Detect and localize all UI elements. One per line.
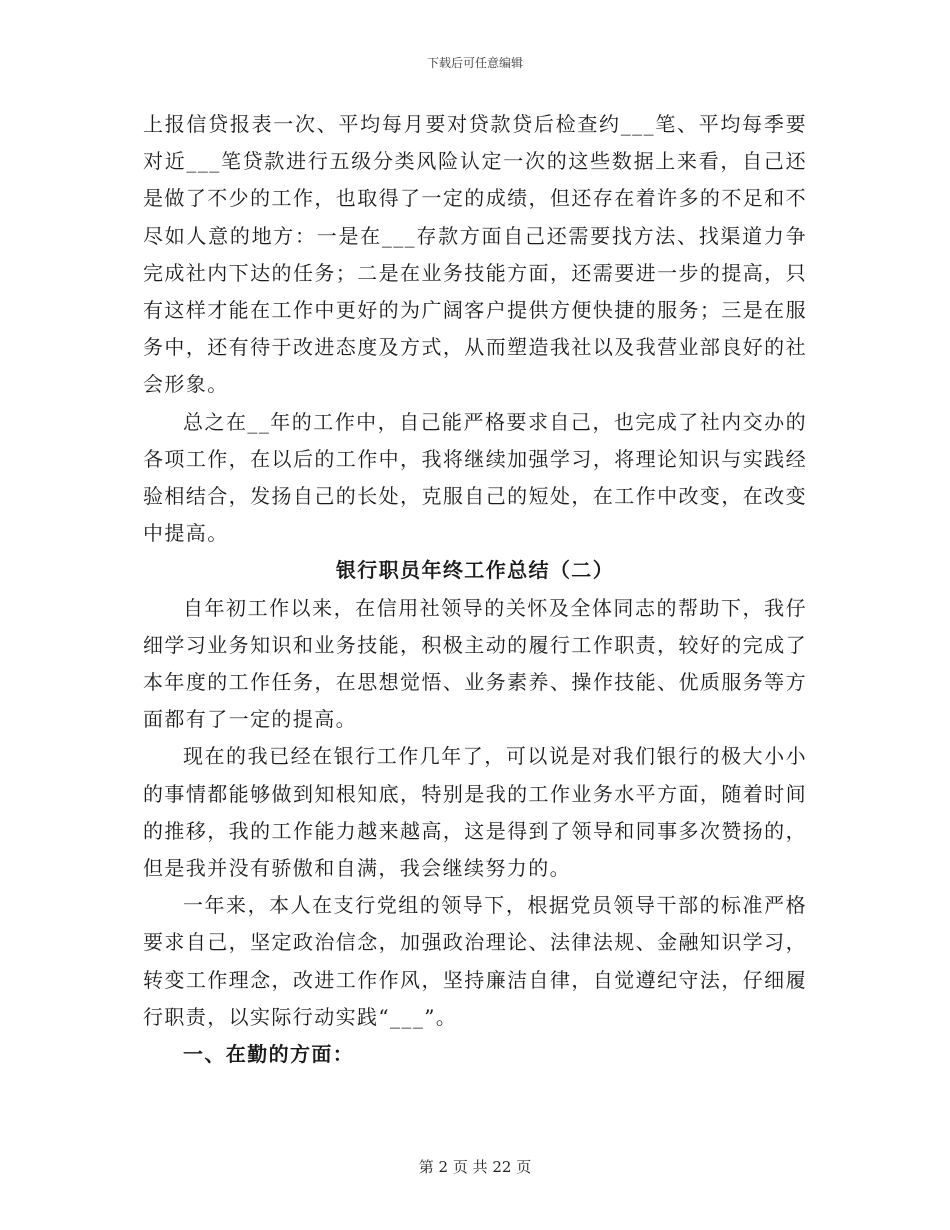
paragraph-2: 总之在__年的工作中，自己能严格要求自己，也完成了社内交办的各项工作，在以后的工作中，我将继续加强学习，将理论知识与实践经验相结合，发扬自己的长处，克服自己的短处，在工作中改变，在改变中提高。 [143,409,807,546]
paragraph-5: 一年来，本人在支行党组的领导下，根据党员领导干部的标准严格要求自己，坚定政治信念，加强政治理论、法律法规、金融知识学习，转变工作理念，改进工作作风，坚持廉洁自律，自觉遵纪守法，仔细履行职责，以实际行动实践“___”。 [143,893,807,1029]
subsection-heading: 一、在勤的方面： [183,1042,355,1067]
paragraph-4: 现在的我已经在银行工作几年了，可以说是对我们银行的极大小小的事情都能够做到知根知底，特别是我的工作业务水平方面，随着时间的推移，我的工作能力越来越高，这是得到了领导和同事多次赞扬的，但是我并没有骄傲和自满，我会继续努力的。 [143,744,807,881]
page-header-note: 下载后可任意编辑 [426,56,523,70]
document-body [143,106,807,1073]
page-number: 第 2 页 共 22 页 [418,1158,532,1176]
paragraph-1: 上报信贷报表一次、平均每月要对贷款贷后检查约___笔、平均每季要对近___笔贷款进行五级分类风险认定一次的这些数据上来看，自己还是做了不少的工作，也取得了一定的成绩，但还存在着许多的不足和不尽如人意的地方：一是在___存款方面自己还需要找方法、找渠道力争完成社内下达的任务；二是在业务技能方面，还需要进一步的提高，只有这样才能在工作中更好的为广阔客户提供方便快捷的服务；三是在服务中，还有待于改进态度及方式，从而塑造我社以及我营业部良好的社会形象。 [143,112,807,397]
section-heading: 银行职员年终工作总结（二） [335,558,615,583]
paragraph-3: 自年初工作以来，在信用社领导的关怀及全体同志的帮助下，我仔细学习业务知识和业务技能，积极主动的履行工作职责，较好的完成了本年度的工作任务，在思想觉悟、业务素养、操作技能、优质服务等方面都有了一定的提高。 [143,595,807,732]
